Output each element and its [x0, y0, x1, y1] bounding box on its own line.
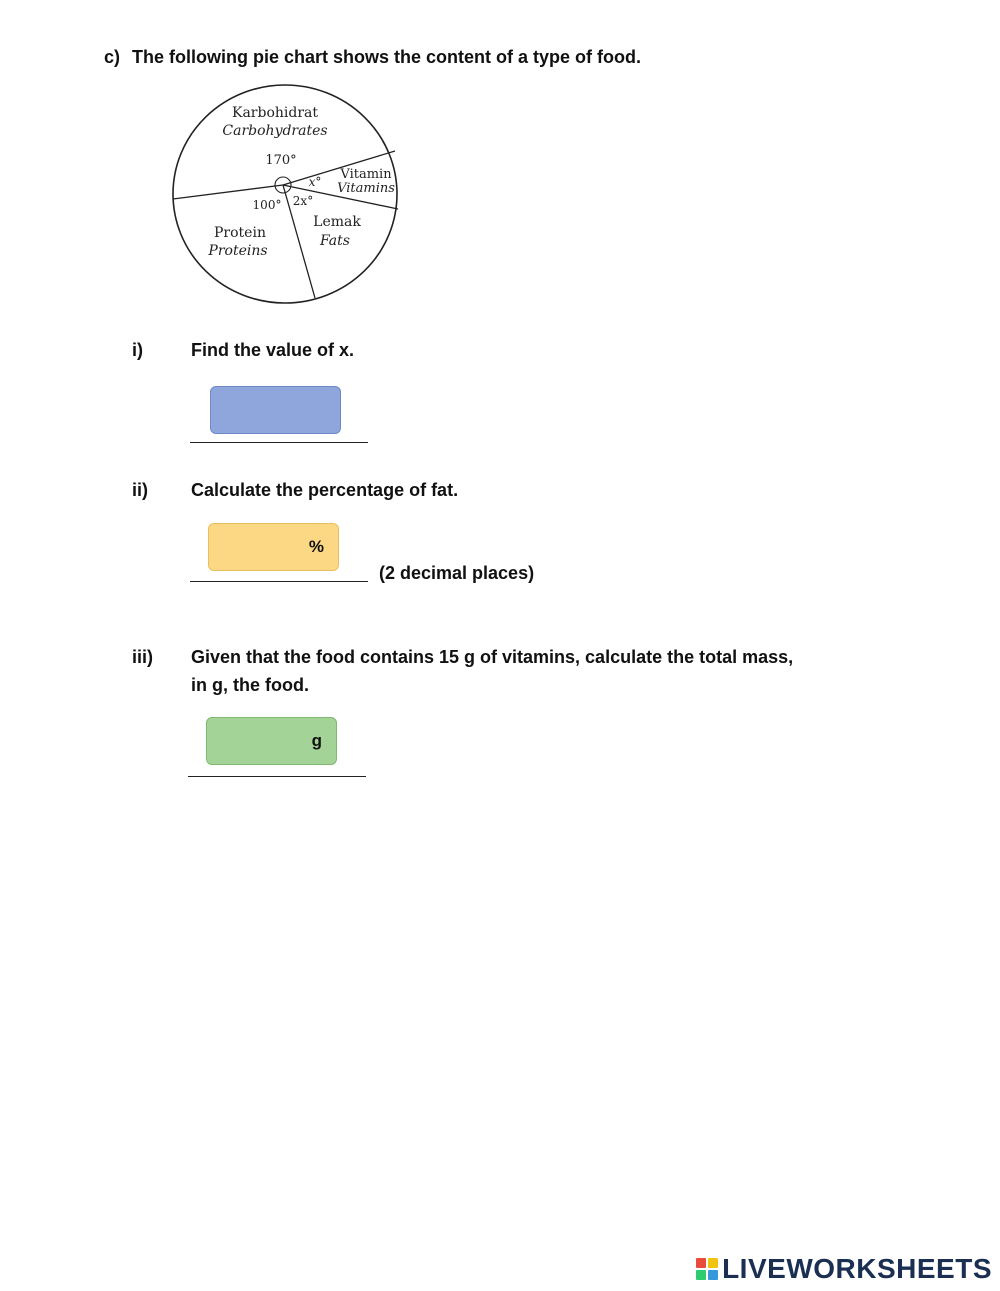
logo-square-icon — [696, 1270, 706, 1280]
slice-label-vitamin-ms: Vitamin — [340, 167, 392, 182]
answer-line-ii — [190, 581, 368, 582]
logo-square-icon — [708, 1258, 718, 1268]
pie-chart — [165, 78, 410, 310]
brand-text: LIVEWORKSHEETS — [722, 1253, 992, 1284]
question-c-label: c) — [104, 47, 121, 67]
decimal-places-note: (2 decimal places) — [379, 563, 535, 583]
slice-label-protein-ms: Protein — [214, 225, 266, 241]
question-ii-text: Calculate the percentage of fat. — [191, 480, 459, 500]
answer-input-x[interactable] — [210, 386, 341, 434]
logo-square-icon — [696, 1258, 706, 1268]
answer-input-fat-percentage[interactable]: % — [208, 523, 339, 571]
pie-chart-svg — [165, 78, 410, 310]
slice-boundary-carb-protein — [173, 185, 283, 199]
liveworksheets-logo — [696, 1253, 992, 1285]
slice-label-fat-ms: Lemak — [313, 214, 361, 230]
slice-label-carb-ms: Karbohidrat — [231, 105, 319, 121]
question-ii-label: ii) — [132, 480, 148, 500]
logo-square-icon — [708, 1270, 718, 1280]
question-iii-text-line2: in g, the food. — [191, 675, 309, 695]
question-iii-text-line1: Given that the food contains 15 g of vitamins, calculate the total mass, — [191, 647, 794, 667]
slice-angle-carb: 170° — [265, 153, 297, 168]
slice-label-carb-en: Carbohydrates — [222, 123, 328, 139]
question-i-label: i) — [132, 340, 143, 360]
question-c-text: The following pie chart shows the content of a type of food. — [132, 47, 642, 67]
question-iii-label: iii) — [132, 647, 153, 667]
slice-angle-protein: 100° — [252, 198, 282, 212]
slice-label-fat-en: Fats — [320, 233, 350, 249]
slice-angle-vitamin: x° — [308, 175, 322, 189]
logo-grid-icon — [696, 1258, 718, 1280]
answer-input-total-mass[interactable]: g — [206, 717, 337, 765]
slice-label-protein-en: Proteins — [208, 243, 268, 259]
answer-line-iii — [188, 776, 366, 777]
question-i-text: Find the value of x. — [191, 340, 355, 360]
slice-label-vitamin-en: Vitamins — [337, 181, 395, 196]
answer-line-i — [190, 442, 368, 443]
slice-angle-fat: 2x° — [292, 194, 314, 208]
